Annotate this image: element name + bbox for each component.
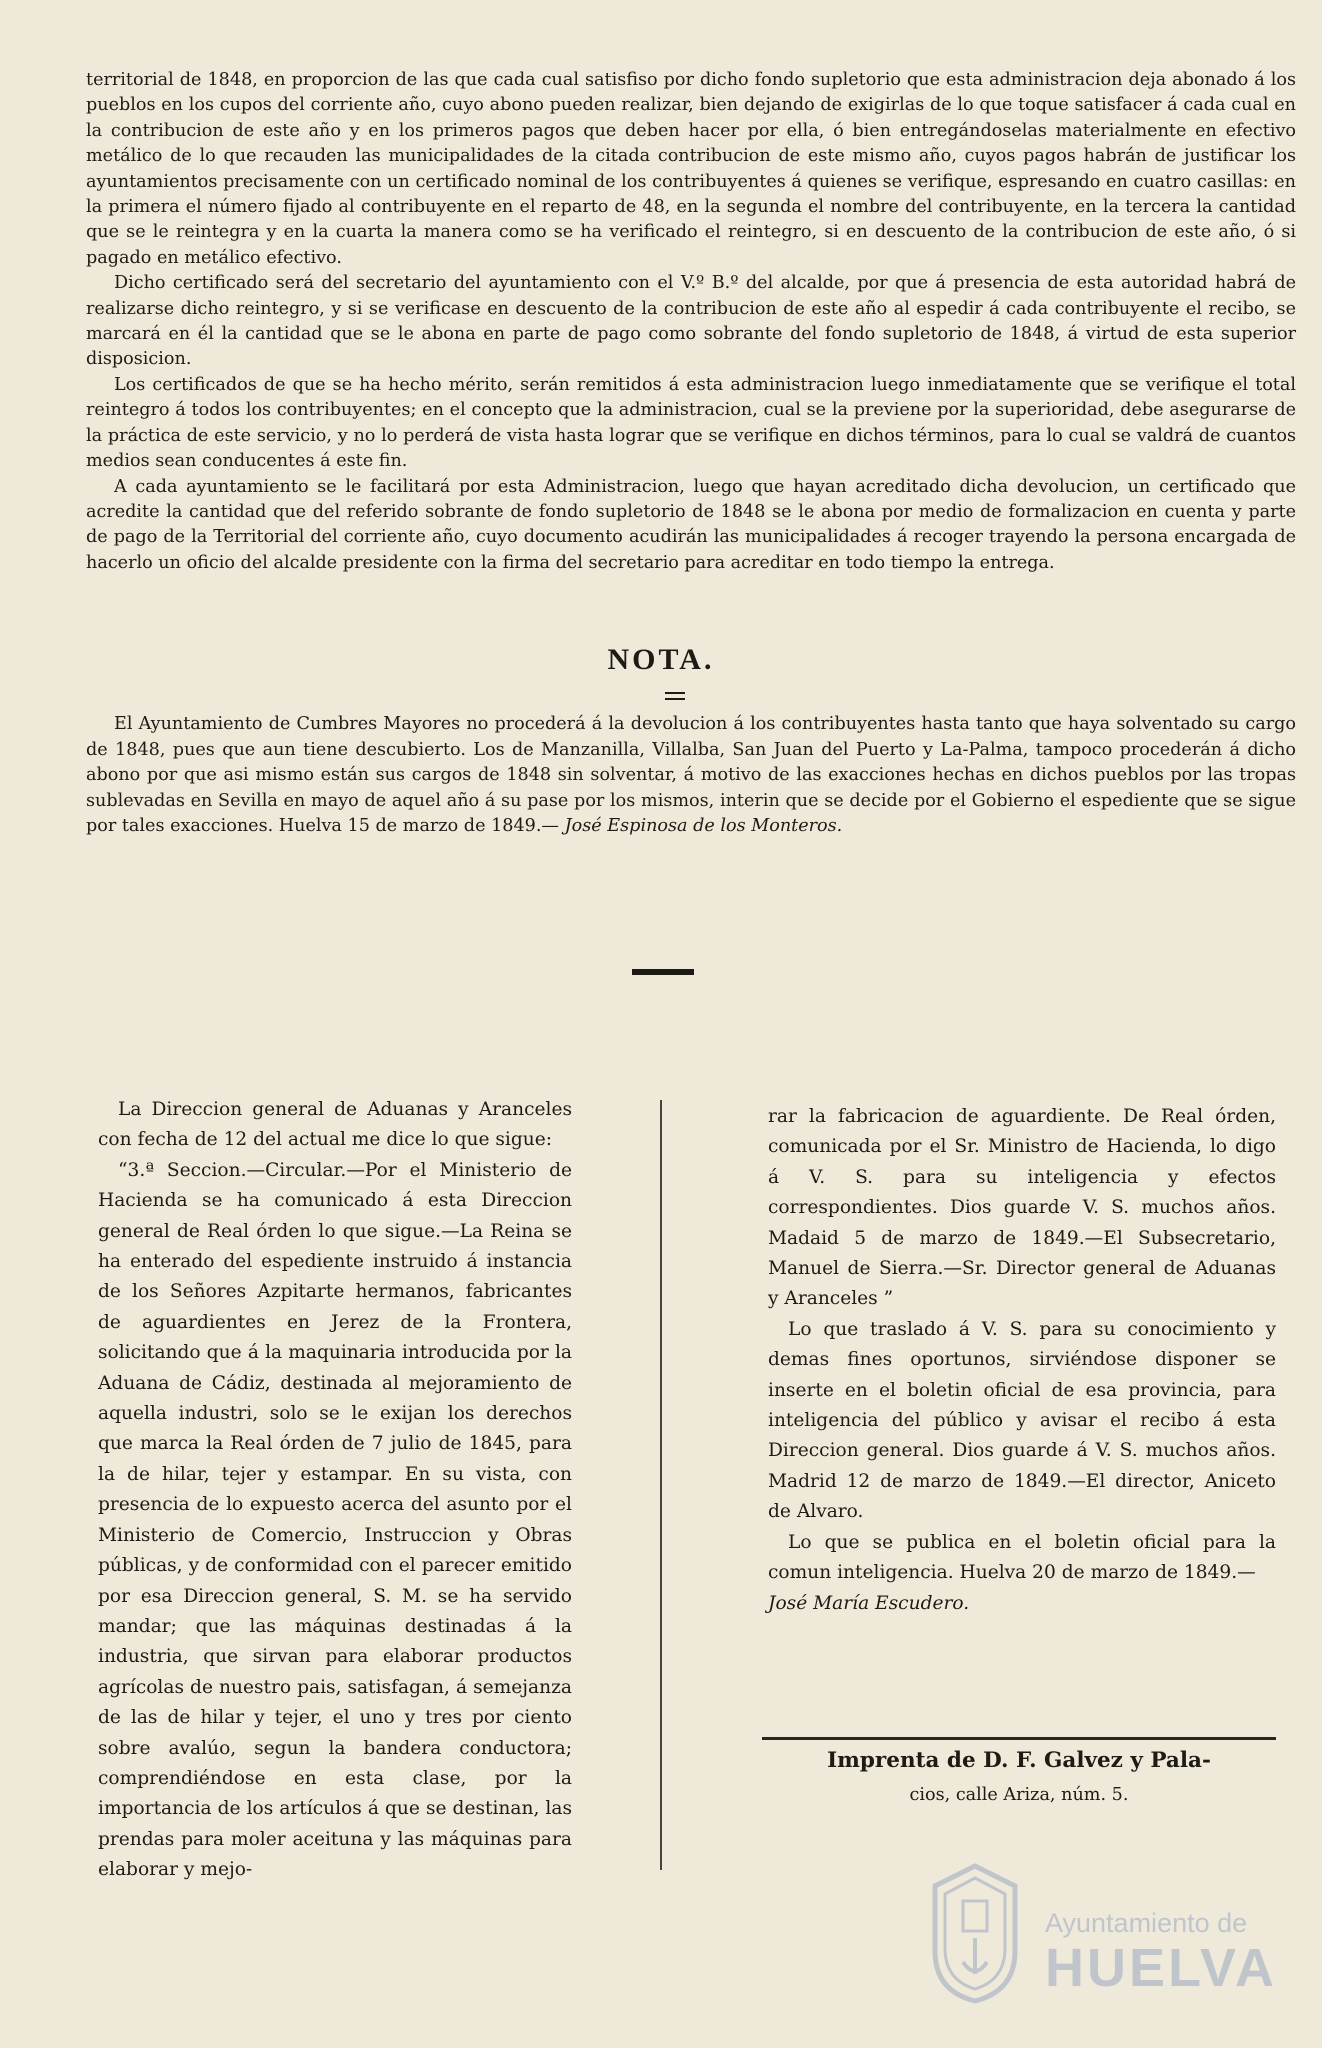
left-column: [98, 1095, 572, 1886]
imprint-line-1: Imprenta de D. F. Galvez y Pala-: [827, 1748, 1211, 1773]
heading-rule: [665, 692, 685, 700]
watermark-line-2: HUELVA: [1045, 1938, 1277, 1998]
nota-body: [86, 712, 1296, 840]
nota-text: El Ayuntamiento de Cumbres Mayores no procederá á la devolucion á los contribuyentes hasta tanto que haya solventado su cargo de 1848, pues que aun tiene descubierto. Los de Manzanilla, Villalba, San Juan del Puerto y La-Palma, tampoco procederán á dicho abono por que asi mismo están sus cargos de 1848 sin solventar, á motivo de las exacciones hechas en dichos pueblos por las tropas sublevadas en Sevilla en mayo de aquel año á su pase por los mismos, interin que se decide por el Gobierno el espediente que se sigue por tales exacciones. Huelva 15 de marzo de 1849.—: [86, 714, 1296, 836]
imprint-rule: [762, 1737, 1276, 1740]
closing-signature: José María Escudero.: [768, 1592, 970, 1614]
paragraph: “3.ª Seccion.—Circular.—Por el Ministerio de Hacienda se ha comunicado á esta Direccion general de Real órden lo que sigue.—La Reina se ha enterado del espediente instruido á instancia de los Señores Azpitarte hermanos, fabricantes de aguardientes en Jerez de la Frontera, solicitando que á la maquinaria introducida por la Aduana de Cádiz, destinada al mejoramiento de aquella industri, solo se le exijan los derechos que marca la Real órden de 7 julio de 1845, para la de hilar, tejer y estampar. En su vista, con presencia de lo expuesto acerca del asunto por el Ministerio de Comercio, Instruccion y Obras públicas, y de conformidad con el parecer emitido por esa Direccion general, S. M. se ha servido mandar; que las máquinas destinadas á la industria, que sirvan para elaborar productos agrícolas de nuestro pais, satisfagan, á semejanza de las de hilar y tejer, el uno y tres por ciento sobre avalúo, segun la bandera conductora; comprendiéndose en esta clase, por la importancia de los artículos á que se destinan, las prendas para moler aceituna y las máquinas para elaborar y mejo-: [98, 1159, 572, 1881]
paragraph: A cada ayuntamiento se le facilitará por esta Administracion, luego que hayan acreditado dicha devolucion, un certificado que acredite la cantidad que del referido sobrante de fondo supletorio de 1848 se le abona por medio de formalizacion en cuenta y parte de pago de la Territorial del corriente año, cuyo documento acudirán las municipalidades á recoger trayendo la persona encargada de hacerlo un oficio del alcalde presidente con la firma del secretario para acreditar en todo tiempo la entrega.: [86, 476, 1296, 573]
paragraph: [768, 1528, 1276, 1619]
paragraph: Lo que traslado á V. S. para su conocimiento y demas fines oportunos, sirviéndose disponer se inserte en el boletin oficial de esa provincia, para inteligencia del público y avisar el recibo á esta Direccion general. Dios guarde á V. S. muchos años. Madrid 12 de marzo de 1849.—El director, Aniceto de Alvaro.: [768, 1318, 1276, 1523]
nota-heading: NOTA.: [607, 643, 715, 676]
paragraph: Los certificados de que se ha hecho mérito, serán remitidos á esta administracion luego inmediatamente que se verifique el total reintegro á todos los contribuyentes; en el concepto que la administracion, cual se la previene por la superioridad, debe asegurarse de la práctica de este servicio, y no lo perderá de vista hasta lograr que se verifique en dichos términos, para lo cual se valdrá de cuantos medios sean conducentes á este fin.: [86, 374, 1296, 472]
watermark-text: [1045, 1908, 1277, 1997]
nota-signature: José Espinosa de los Monteros.: [564, 816, 843, 836]
imprint-line-2: cios, calle Ariza, núm. 5.: [909, 1785, 1129, 1805]
paragraph: La Direccion general de Aduanas y Aranceles con fecha de 12 del actual me dice lo que sigue:: [98, 1099, 572, 1151]
paragraph: Dicho certificado será del secretario del ayuntamiento con el V.º B.º del alcalde, por que á presencia de esta autoridad habrá de realizarse dicho reintegro, y si se verificase en descuento de la contribucion de este año al espedir á cada contribuyente el recibo, se marcará en él la cantidad que se le abona en parte de pago como sobrante del fondo supletorio de 1848, á virtud de esta superior disposicion.: [86, 273, 1296, 370]
paragraph: rar la fabricacion de aguardiente. De Real órden, comunicada por el Sr. Ministro de Hacienda, lo digo á V. S. para su inteligencia y efectos correspondientes. Dios guarde V. S. muchos años. Madaid 5 de marzo de 1849.—El Subsecretario, Manuel de Sierra.—Sr. Director general de Aduanas y Aranceles ”: [768, 1106, 1276, 1310]
column-divider: [660, 1100, 662, 1870]
city-coat-of-arms-icon: [925, 1856, 1025, 2006]
top-text-block: [86, 68, 1296, 576]
printer-imprint: [762, 1744, 1276, 1812]
archive-watermark: [925, 1846, 1305, 2042]
watermark-line-1: Ayuntamiento de: [1045, 1908, 1248, 1938]
paragraph: territorial de 1848, en proporcion de las que cada cual satisfiso por dicho fondo supletorio que esta administracion deja abonado á los pueblos en los cupos del corriente año, cuyo abono pueden realizar, bien dejando de exigirlas de lo que toque satisfacer á cada cual en la contribucion de este año y en los primeros pagos que deben hacer por ella, ó bien entregándoselas materialmente en efectivo metálico de lo que recauden las municipalidades de la citada contribucion de este mismo año, cuyos pagos habrán de justificar los ayuntamientos precisamente con un certificado nominal de los contribuyentes á quienes se verifique, espresando en cuatro casillas: en la primera el número fijado al contribuyente en el reparto de 48, en la segunda el nombre del contribuyente, en la tercera la cantidad que se le reintegra y en la cuarta la manera como se ha verificado el reintegro, si en descuento de la contribucion de este año, ó si pagado en metálico efectivo.: [86, 70, 1296, 268]
closing-text: Lo que se publica en el boletin oficial para la comun inteligencia. Huelva 20 de marzo de 1849.—: [768, 1531, 1276, 1584]
right-column: [768, 1102, 1276, 1619]
section-separator: [632, 969, 694, 975]
